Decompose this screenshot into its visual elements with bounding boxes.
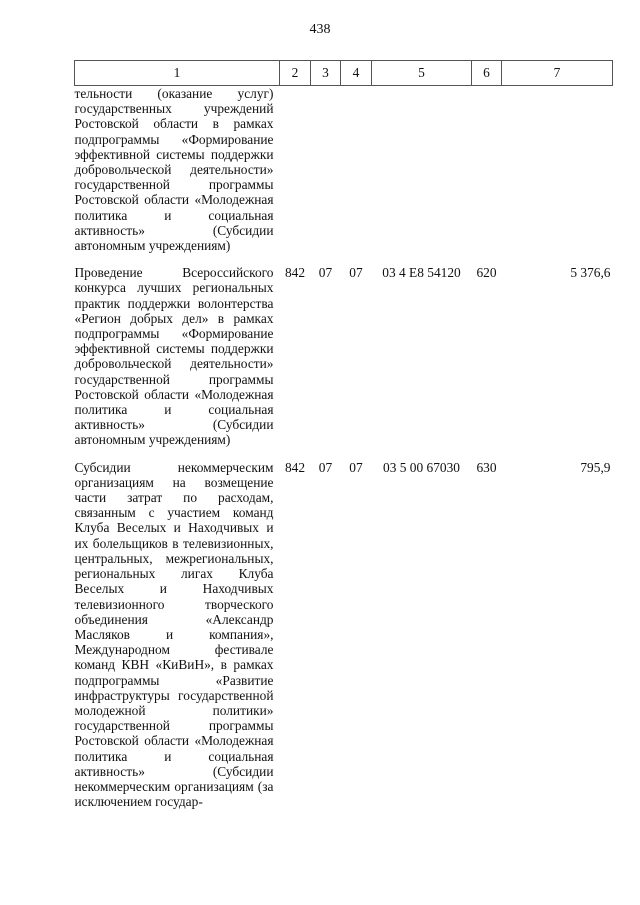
- header-col-6: 6: [472, 61, 502, 86]
- row-description: Проведение Всероссийского конкурса лучших региональных практик поддержки волонтерства «Регион добрых дел» в рамках подпрограммы «Формирование эффективной системы поддержки добровольческой деятельности» государственной программы Ростовской области «Молодежная политика и социальная активность» (Субсидии автономным учреждениям): [74, 265, 274, 448]
- row-amount: [502, 86, 613, 266]
- table-header: [75, 61, 613, 86]
- header-col-2: 2: [280, 61, 311, 86]
- header-row: [75, 61, 613, 86]
- row-section: 07: [318, 459, 333, 475]
- header-col-3: 3: [311, 61, 341, 86]
- row-expense-type: 620: [476, 265, 497, 281]
- row-expense-type: 630: [476, 459, 497, 475]
- row-gr-code: [280, 86, 311, 266]
- row-subsection: 07: [349, 265, 363, 281]
- row-target-article: 03 4 E8 54120: [382, 265, 461, 281]
- row-section: [311, 86, 341, 266]
- budget-table: [74, 60, 613, 821]
- row-description: Субсидии некоммерческим организациям на возмещение части затрат по расходам, связанным с участием команд Клуба Веселых и Находчивых и их болельщиков в телевизионных, центральных, межрегиональных, региональных лигах Клуба Веселых и Находчивых телевизионного творческого объединения «Александр Масляков и компания», Международном фестивале команд КВН «КиВиН», в рамках подпрограммы «Развитие инфраструктуры государственной молодежной политики» государственной программы Ростовской области «Молодежная политика и социальная активность» (Субсидии некоммерческим организациям (за исключением государ-: [74, 459, 274, 810]
- header-col-1: 1: [75, 61, 280, 86]
- row-section: 07: [318, 265, 333, 281]
- row-target-article: 03 5 00 67030: [383, 459, 460, 475]
- row-gr-code: 842: [284, 265, 306, 281]
- table-row: [75, 265, 613, 459]
- row-target-article: [372, 86, 472, 266]
- header-col-5: 5: [372, 61, 472, 86]
- row-amount: 795,9: [580, 459, 611, 475]
- row-amount: 5 376,6: [570, 265, 611, 281]
- table-row: [75, 86, 613, 266]
- header-col-4: 4: [341, 61, 372, 86]
- row-subsection: [341, 86, 372, 266]
- table-row: [75, 460, 613, 822]
- header-col-7: 7: [502, 61, 613, 86]
- table-body: [75, 86, 613, 822]
- row-description: тельности (оказание услуг) государственных учреждений Ростовской области в рамках подпрограммы «Формирование эффективной системы поддержки добровольческой деятельности» государственной программы Ростовской области «Молодежная политика и социальная активность» (Субсидии автономным учреждениям): [74, 86, 274, 254]
- row-expense-type: [472, 86, 502, 266]
- row-subsection: 07: [349, 459, 363, 475]
- row-gr-code: 842: [284, 459, 306, 475]
- page-number: 438: [309, 22, 331, 37]
